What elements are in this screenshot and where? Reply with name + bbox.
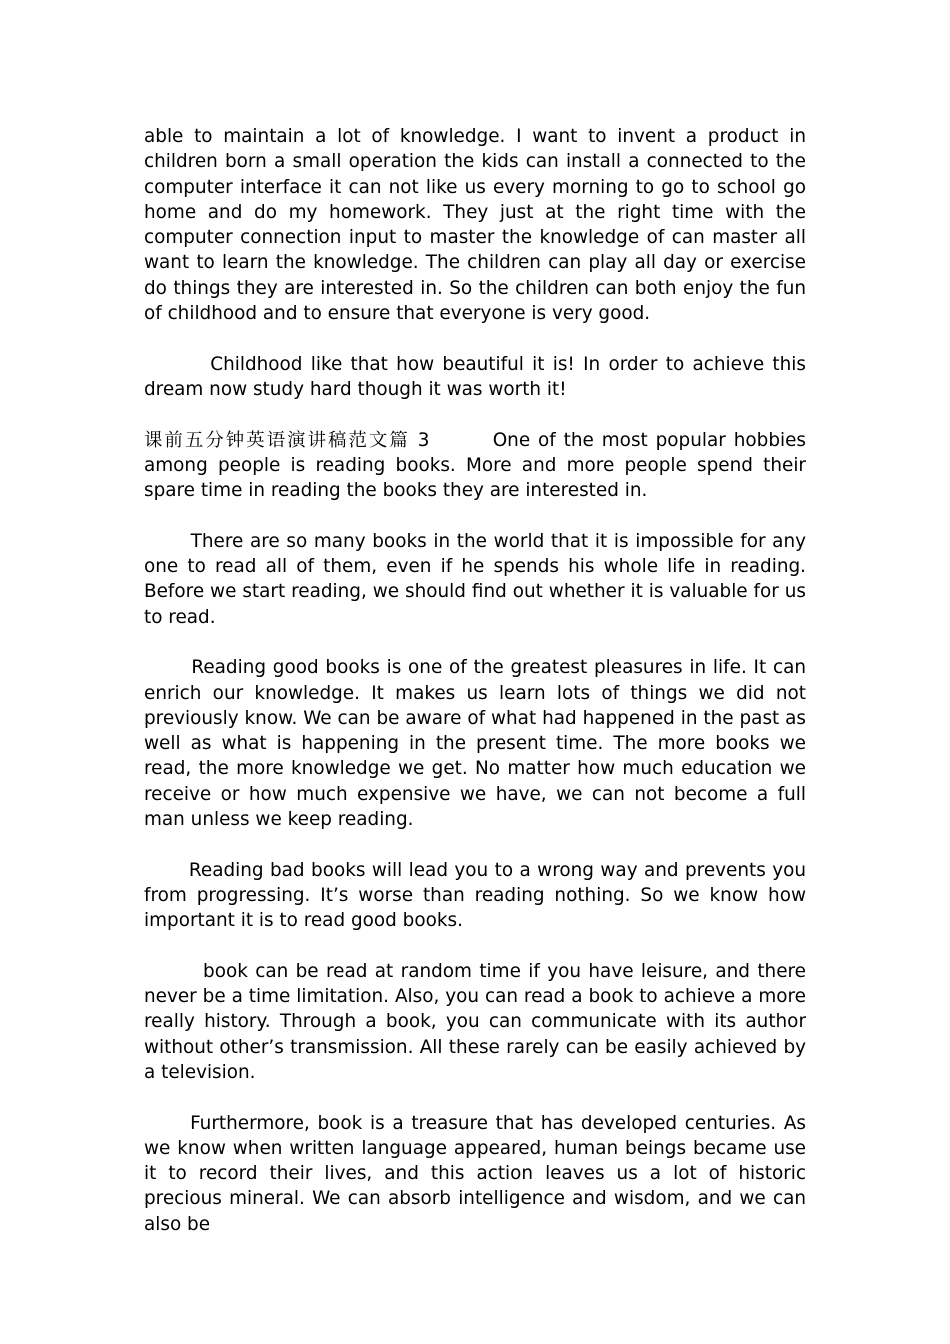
paragraph-childhood: Childhood like that how beautiful it is! In order to achieve this dream now study hard though it was worth it! xyxy=(144,353,812,400)
document-page xyxy=(144,124,812,1237)
paragraph-speech-3-intro: 课前五分钟英语演讲稿范文篇 3 One of the most popular hobbies among people is reading books. More and more people spend their spare time in reading the books they are interested in. xyxy=(144,429,812,502)
paragraph-invention: able to maintain a lot of knowledge. I want to invent a product in children born a small operation the kids can install a connected to the computer interface it can not like us every morning to go to school go home and do my homework. They just at the right time with the computer connection input to master the knowledge of can master all want to learn the knowledge. The children can play all day or exercise do things they are interested in. So the children can both enjoy the fun of childhood and to ensure that everyone is very good. xyxy=(144,126,812,325)
paragraph-good-books: Reading good books is one of the greatest pleasures in life. It can enrich our knowledge. It makes us learn lots of things we did not previously know. We can be aware of what had happened in the past as well as what is happening in the present time. The more books we read, the more knowledge we get. No matter how much education we receive or how much expensive we have, we can not become a full man unless we keep reading. xyxy=(144,657,812,831)
paragraph-treasure: Furthermore, book is a treasure that has developed centuries. As we know when written language appeared, human beings became use it to record their lives, and this action leaves us a lot of historic precious mineral. We can absorb intelligence and wisdom, and we can also be xyxy=(144,1112,812,1235)
paragraph-bad-books: Reading bad books will lead you to a wrong way and prevents you from progressing. It’s worse than reading nothing. So we know how important it is to read good books. xyxy=(144,859,812,932)
paragraph-random-time: book can be read at random time if you have leisure, and there never be a time limitation. Also, you can read a book to achieve a more really history. Through a book, you can communicate with its author without other’s transmission. All these rarely can be easily achieved by a television. xyxy=(144,960,812,1083)
paragraph-many-books: There are so many books in the world that it is impossible for any one to read all of them, even if he spends his whole life in reading. Before we start reading, we should find out whether it is valuable for us to read. xyxy=(144,530,812,628)
